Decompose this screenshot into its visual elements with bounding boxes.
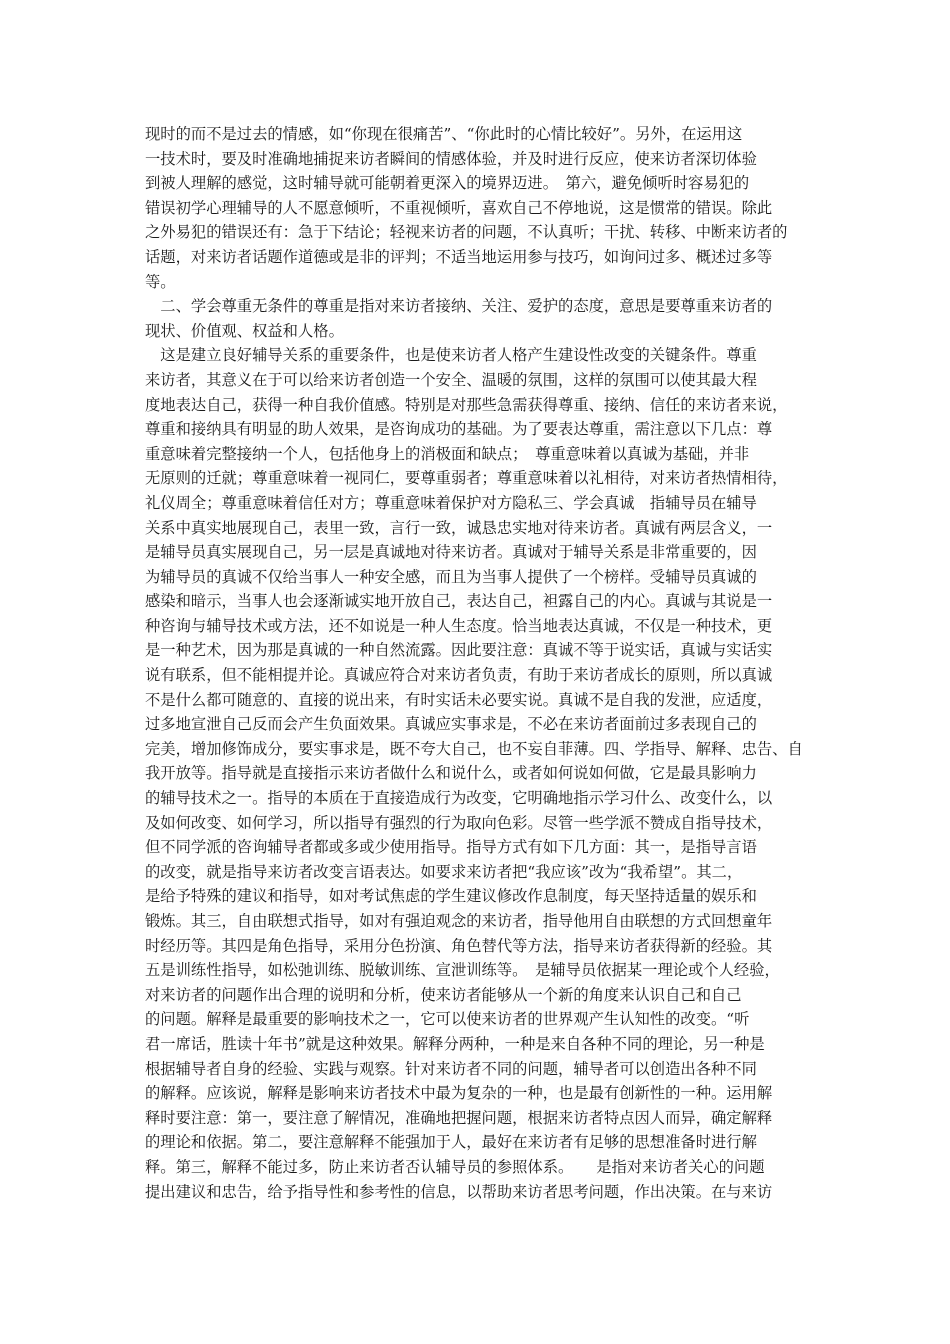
text-line: 完美，增加修饰成分，要实事求是，既不夸大自己，也不妄自菲薄。四、学指导、解释、忠告、自 [145, 739, 803, 758]
text-line: 释。第三，解释不能过多，防止来访者否认辅导员的参照体系。 是指对来访者关心的问题 [145, 1157, 765, 1176]
text-line: 及如何改变、如何学习，所以指导有强烈的行为取向色彩。尽管一些学派不赞成自指导技术， [145, 813, 773, 832]
text-line: 我开放等。指导就是直接指示来访者做什么和说什么，或者如何说如何做，它是最具影响力 [145, 764, 757, 783]
text-line: 来访者，其意义在于可以给来访者创造一个安全、温暖的氛围，这样的氛围可以使其最大程 [145, 370, 757, 389]
text-line: 尊重和接纳具有明显的助人效果，是咨询成功的基础。为了要表达尊重，需注意以下几点：尊 [145, 420, 773, 439]
text-line: 度地表达自己，获得一种自我价值感。特别是对那些急需获得尊重、接纳、信任的来访者来说， [145, 395, 788, 414]
text-line: 是给予特殊的建议和指导，如对考试焦虑的学生建议修改作息制度，每天坚持适量的娱乐和 [145, 887, 757, 906]
text-line: 种咨询与辅导技术或方法，还不如说是一种人生态度。恰当地表达真诚，不仅是一种技术，更 [145, 616, 773, 635]
text-line: 重意味着完整接纳一个人，包括他身上的消极面和缺点； 尊重意味着以真诚为基础，并非 [145, 444, 750, 463]
text-line: 是辅导员真实展现自己，另一层是真诚地对待来访者。真诚对于辅导关系是非常重要的，因 [145, 543, 757, 562]
text-line: 释时要注意：第一，要注意了解情况，准确地把握问题，根据来访者特点因人而异，确定解释 [145, 1108, 773, 1127]
text-line: 时经历等。其四是角色指导，采用分色扮演、角色替代等方法，指导来访者获得新的经验。其 [145, 936, 773, 955]
text-line: 不是什么都可随意的、直接的说出来，有时实话未必要实说。真诚不是自我的发泄，应适度， [145, 690, 773, 709]
body-text [145, 122, 807, 1204]
text-line: 一技术时，要及时准确地捕捉来访者瞬间的情感体验，并及时进行反应，使来访者深切体验 [145, 149, 757, 168]
text-line: 等。 [145, 272, 176, 291]
text-line: 对来访者的问题作出合理的说明和分析，使来访者能够从一个新的角度来认识自己和自己 [145, 985, 742, 1004]
text-line: 话题，对来访者话题作道德或是非的评判；不适当地运用参与技巧，如询问过多、概述过多等 [145, 247, 773, 266]
text-line: 这是建立良好辅导关系的重要条件，也是使来访者人格产生建设性改变的关键条件。尊重 [145, 346, 757, 365]
text-line: 的辅导技术之一。指导的本质在于直接造成行为改变，它明确地指示学习什么、改变什么，以 [145, 789, 773, 808]
text-line: 但不同学派的咨询辅导者都或多或少使用指导。指导方式有如下几方面：其一，是指导言语 [145, 838, 757, 857]
text-line: 的解释。应该说，解释是影响来访者技术中最为复杂的一种，也是最有创新性的一种。运用解 [145, 1084, 773, 1103]
text-line: 礼仪周全；尊重意味着信任对方；尊重意味着保护对方隐私三、学会真诚 指辅导员在辅导 [145, 493, 757, 512]
text-line: 是一种艺术，因为那是真诚的一种自然流露。因此要注意：真诚不等于说实话，真诚与实话实 [145, 641, 773, 660]
text-line: 锻炼。其三，自由联想式指导，如对有强迫观念的来访者，指导他用自由联想的方式回想童年 [145, 912, 773, 930]
text-line: 根据辅导者自身的经验、实践与观察。针对来访者不同的问题，辅导者可以创造出各种不同 [145, 1059, 757, 1078]
text-line: 到被人理解的感觉，这时辅导就可能朝着更深入的境界迈进。 第六，避免倾听时容易犯的 [145, 174, 750, 193]
text-line: 说有联系，但不能相提并论。真诚应符合对来访者负责，有助于来访者成长的原则，所以真诚 [145, 666, 773, 685]
text-line: 二、学会尊重无条件的尊重是指对来访者接纳、关注、爱护的态度，意思是要尊重来访者的 [145, 297, 773, 316]
text-line: 的改变，就是指导来访者改变言语表达。如要求来访者把“我应该”改为“我希望”。其二， [145, 862, 743, 881]
text-line: 之外易犯的错误还有：急于下结论；轻视来访者的问题，不认真听；干扰、转移、中断来访者的 [145, 223, 788, 242]
text-line: 君一席话，胜读十年书”就是这种效果。解释分两种，一种是来自各种不同的理论，另一种是 [145, 1034, 765, 1053]
text-line: 提出建议和忠告，给予指导性和参考性的信息，以帮助来访者思考问题，作出决策。在与来访 [145, 1182, 773, 1201]
text-line: 过多地宣泄自己反而会产生负面效果。真诚应实事求是，不必在来访者面前过多表现自己的 [145, 715, 757, 734]
text-line: 错误初学心理辅导的人不愿意倾听，不重视倾听，喜欢自己不停地说，这是惯常的错误。除此 [145, 198, 773, 217]
text-line: 五是训练性指导，如松弛训练、脱敏训练、宣泄训练等。 是辅导员依据某一理论或个人经验， [145, 961, 780, 980]
text-line: 现时的而不是过去的情感，如“你现在很痛苦”、“你此时的心情比较好”。另外，在运用这 [145, 125, 743, 143]
text-line: 的理论和依据。第二，要注意解释不能强加于人，最好在来访者有足够的思想准备时进行解 [145, 1133, 757, 1152]
text-line: 关系中真实地展现自己，表里一致，言行一致，诚恳忠实地对待来访者。真诚有两层含义，一 [145, 518, 773, 537]
text-line: 感染和暗示，当事人也会逐渐诚实地开放自己，表达自己，袒露自己的内心。真诚与其说是一 [145, 592, 773, 611]
text-line: 为辅导员的真诚不仅给当事人一种安全感，而且为当事人提供了一个榜样。受辅导员真诚的 [145, 567, 757, 586]
text-line: 无原则的迁就；尊重意味着一视同仁，要尊重弱者；尊重意味着以礼相待，对来访者热情相待， [145, 469, 788, 488]
text-line: 现状、价值观、权益和人格。 [145, 321, 344, 340]
text-line: 的问题。解释是最重要的影响技术之一，它可以使来访者的世界观产生认知性的改变。“听 [145, 1010, 750, 1029]
